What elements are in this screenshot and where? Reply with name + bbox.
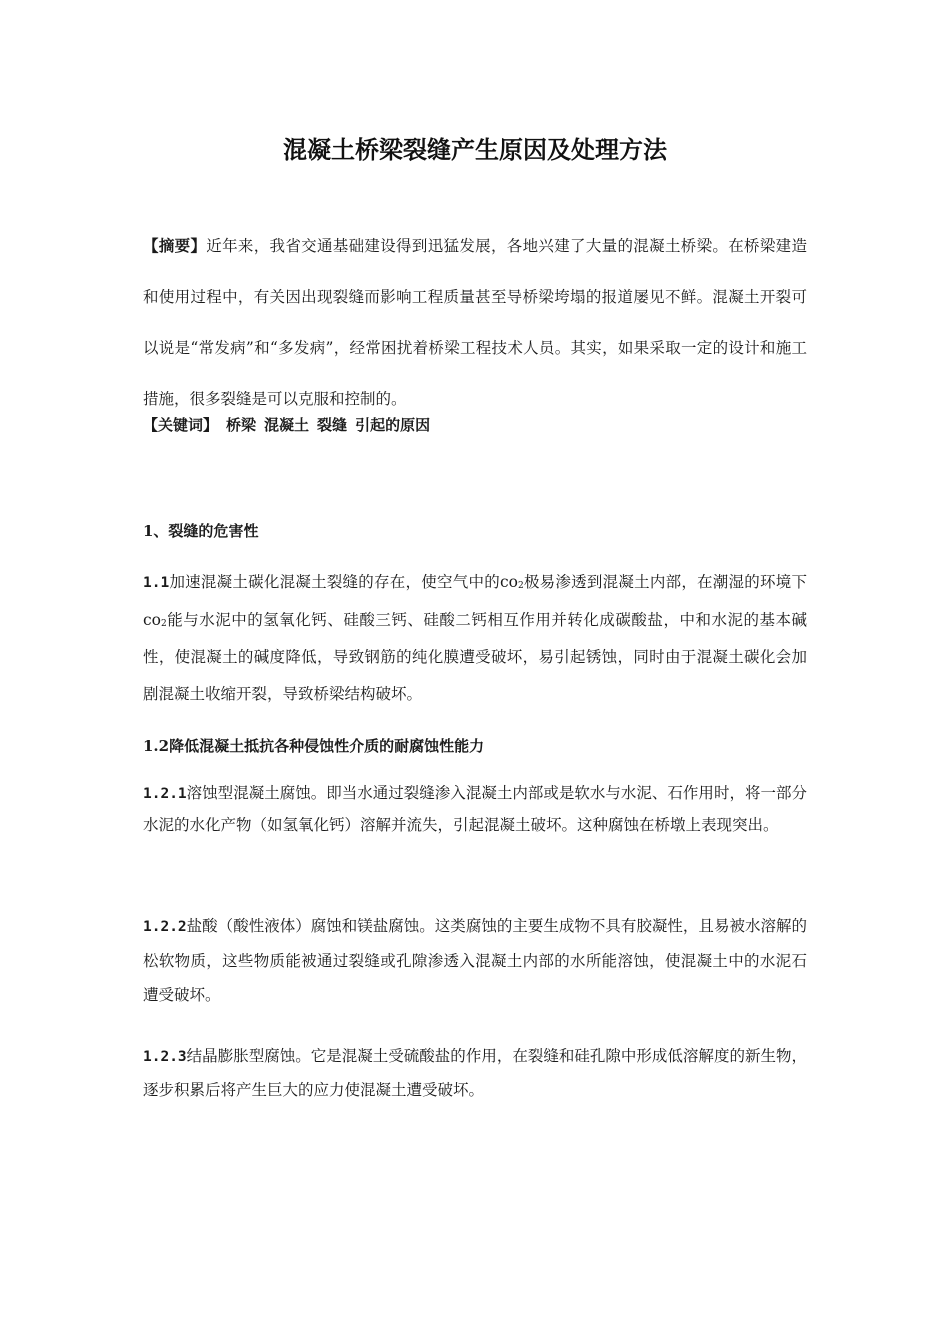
keyword-item: 桥梁 [226, 416, 257, 434]
keywords-line [143, 412, 807, 438]
keyword-item: 混凝土 [264, 416, 310, 434]
abstract-paragraph [143, 220, 807, 425]
section-number: 1.1 [143, 575, 170, 591]
section-number: 1.2.3 [143, 1049, 187, 1065]
section-heading-1: 1、裂缝的危害性 [143, 522, 259, 540]
paragraph-text: 加速混凝土碳化混凝土裂缝的存在，使空气中的 [169, 573, 500, 591]
keyword-item: 引起的原因 [355, 416, 431, 434]
abstract-label: 【摘要】 [143, 236, 207, 255]
paragraph-text: 溶蚀型混凝土腐蚀。即当水通过裂缝渗入混凝土内部或是软水与水泥、石作用时，将一部分水泥的水化产物（如氢氧化钙）溶解并流失，引起混凝土破坏。这种腐蚀在桥墩上表现突出。 [143, 784, 807, 834]
paragraph-text: 能与水泥中的氢氧化钙、硅酸三钙、硅酸二钙相互作用并转化成碳酸盐，中和水泥的基本碱性，使混凝土的碱度降低，导致钢筋的纯化膜遭受破坏，易引起锈蚀，同时由于混凝土碳化会加剧混凝土收缩开裂，导致桥梁结构破坏。 [143, 611, 807, 703]
keywords-label: 【关键词】 [143, 416, 219, 434]
section-number: 1.2.1 [143, 786, 187, 802]
paragraph-1-2-3 [143, 1040, 807, 1107]
co2-formula: $co_2$ [143, 611, 167, 629]
paragraph-1-2-2 [143, 909, 807, 1012]
paragraph-text: 盐酸（酸性液体）腐蚀和镁盐腐蚀。这类腐蚀的主要生成物不具有胶凝性，且易被水溶解的松软物质，这些物质能被通过裂缝或孔隙渗透入混凝土内部的水所能溶蚀，使混凝土中的水泥石遭受破坏。 [143, 917, 807, 1004]
abstract-text: 近年来，我省交通基础建设得到迅猛发展，各地兴建了大量的混凝土桥梁。在桥梁建造和使用过程中，有关因出现裂缝而影响工程质量甚至导桥梁垮塌的报道屡见不鲜。混凝土开裂可以说是“常发病”和“多发病”，经常困扰着桥梁工程技术人员。其实，如果采取一定的设计和施工措施，很多裂缝是可以克服和控制的。 [143, 237, 807, 408]
section-heading-1-2: 1.2降低混凝土抵抗各种侵蚀性介质的耐腐蚀性能力 [143, 737, 485, 755]
paragraph-text: 极易渗透到混凝土内部，在潮湿的环境下 [523, 573, 807, 591]
paragraph-1-1 [143, 564, 807, 713]
paragraph-1-2-1 [143, 778, 807, 841]
co2-formula: $co_2$ [499, 573, 524, 591]
paragraph-text: 结晶膨胀型腐蚀。它是混凝土受硫酸盐的作用，在裂缝和硅孔隙中形成低溶解度的新生物，逐步积累后将产生巨大的应力使混凝土遭受破坏。 [143, 1047, 807, 1099]
document-title: 混凝土桥梁裂缝产生原因及处理方法 [283, 136, 667, 164]
keyword-item: 裂缝 [317, 416, 348, 434]
section-number: 1.2.2 [143, 919, 187, 935]
